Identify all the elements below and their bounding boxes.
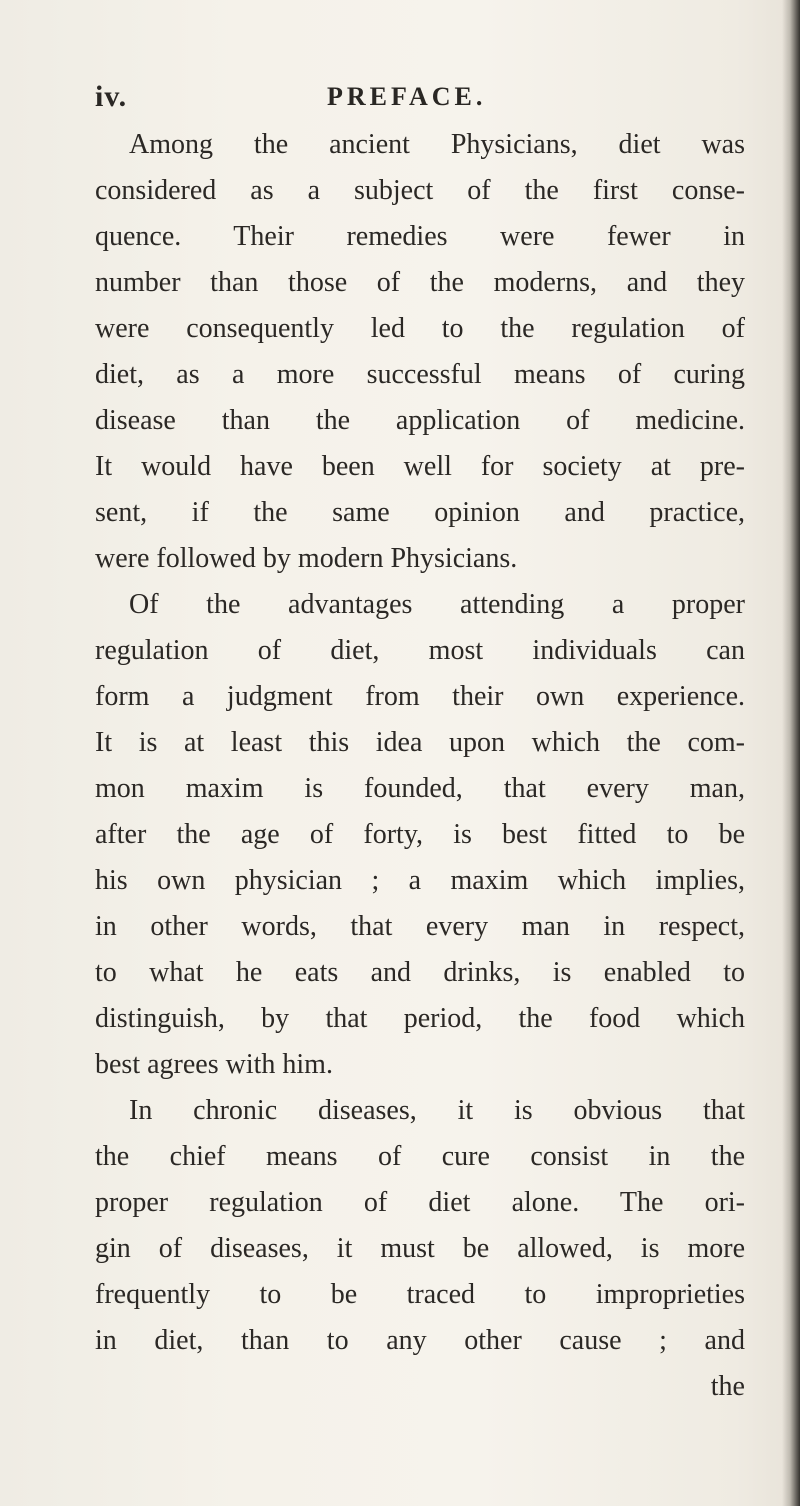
text-line: proper regulation of diet alone. The ori- (95, 1187, 745, 1218)
text-line: mon maxim is founded, that every man, (95, 773, 745, 804)
text-line: best agrees with him. (95, 1049, 333, 1080)
text-line: in diet, than to any other cause ; and (95, 1325, 745, 1356)
page-edge-shadow (782, 0, 800, 1506)
text-line: disease than the application of medicine. (95, 405, 745, 436)
text-line: form a judgment from their own experience. (95, 681, 745, 712)
text-line: It would have been well for society at pre- (95, 451, 745, 482)
text-line: In chronic diseases, it is obvious that (129, 1095, 745, 1126)
text-line: his own physician ; a maxim which implies, (95, 865, 745, 896)
text-line: Of the advantages attending a proper (129, 589, 745, 620)
text-line: gin of diseases, it must be allowed, is more (95, 1233, 745, 1264)
text-line: diet, as a more successful means of curing (95, 359, 745, 390)
text-line: were consequently led to the regulation of (95, 313, 745, 344)
page-header (95, 80, 735, 116)
text-line: sent, if the same opinion and practice, (95, 497, 745, 528)
text-line: after the age of forty, is best fitted to be (95, 819, 745, 850)
text-line: Among the ancient Physicians, diet was (129, 129, 745, 160)
text-line: the chief means of cure consist in the (95, 1141, 745, 1172)
running-head: PREFACE. (327, 82, 487, 111)
body-text (95, 122, 745, 1410)
text-line: to what he eats and drinks, is enabled to (95, 957, 745, 988)
text-line: in other words, that every man in respect, (95, 911, 745, 942)
text-line: distinguish, by that period, the food which (95, 1003, 745, 1034)
text-line: frequently to be traced to improprieties (95, 1279, 745, 1310)
text-line: quence. Their remedies were fewer in (95, 221, 745, 252)
text-line: regulation of diet, most individuals can (95, 635, 745, 666)
text-line: It is at least this idea upon which the com- (95, 727, 745, 758)
catchword: the (710, 1371, 745, 1402)
text-line: were followed by modern Physicians. (95, 543, 518, 574)
text-line: number than those of the moderns, and they (95, 267, 745, 298)
text-line: considered as a subject of the first conse- (95, 175, 745, 206)
page-number: iv. (95, 80, 128, 113)
